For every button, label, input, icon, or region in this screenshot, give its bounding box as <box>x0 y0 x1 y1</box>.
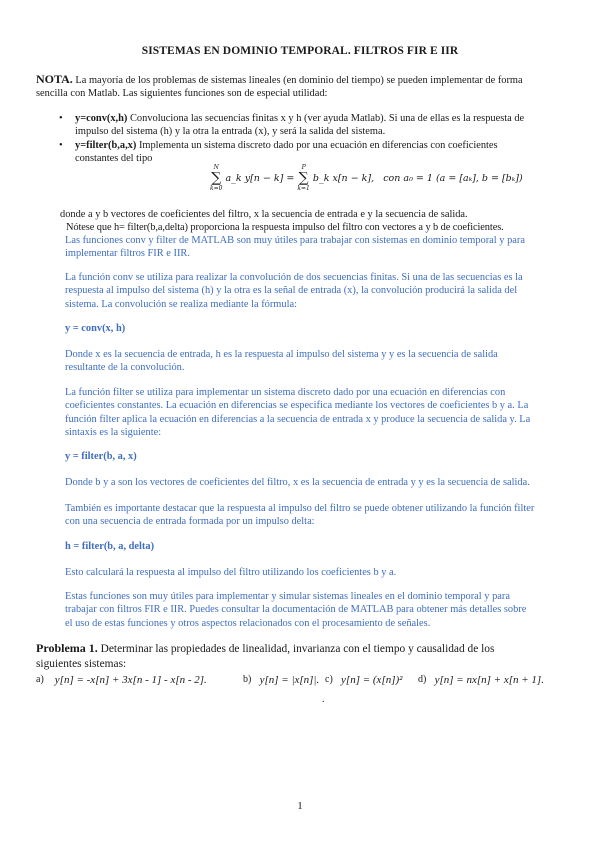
para-1-line-2: implementar filtros FIR e IIR. <box>65 248 190 260</box>
after-formula <box>60 208 590 235</box>
bullet-dot-icon: • <box>59 113 63 124</box>
filter-desc-line-1: Implementa un sistema discreto dado por una ecuación en diferencias con coeficientes <box>138 140 498 151</box>
nota-line-2: sencilla con Matlab. Las siguientes funciones son de especial utilidad: <box>36 88 328 100</box>
blue-para-4 <box>65 386 590 439</box>
para-1-line-1: Las funciones conv y filter de MATLAB son muy útiles para trabajar con sistemas en dominio temporal y para <box>65 235 525 246</box>
nota-label: NOTA. <box>36 72 73 86</box>
system-a-equation: y[n] = -x[n] + 3x[n - 1] - x[n - 2]. <box>54 674 207 686</box>
bullet-filter <box>75 139 585 166</box>
system-a <box>36 674 207 686</box>
system-a-label: a) <box>36 674 44 685</box>
equation-condition: con a₀ = 1 (a = [aₖ], b = [bₖ]) <box>383 173 523 184</box>
problem-label: Problema 1. <box>36 641 98 655</box>
para-2-line-1: La función conv se utiliza para realizar la convolución de dos secuencias finitas. Si una de las secuencias es la <box>65 272 523 283</box>
para-6-line-2: con una secuencia de entrada formada por un impulso delta: <box>65 516 315 528</box>
para-3-line-2: resultante de la convolución. <box>65 362 185 374</box>
para-8-line-3: el uso de estas funciones y otros aspectos relacionados con el procesamiento de señales. <box>65 617 431 629</box>
problem-1 <box>36 641 586 671</box>
bullet-dot-icon: • <box>59 140 63 151</box>
filter-function: y=filter(b,a,x) <box>75 140 137 151</box>
system-c-equation: y[n] = (x[n])² <box>341 674 403 686</box>
blue-para-8 <box>65 590 590 630</box>
para-2-line-2: respuesta al impulso del sistema (h) y la otra es la señal de entrada (x), la convolución producirá la salida del <box>65 285 518 297</box>
conv-function: y=conv(x,h) <box>75 113 128 124</box>
para-4-line-4: sintaxis es la siguiente: <box>65 426 162 438</box>
conv-desc-line-2: impulso del sistema (h) y la otra la entrada (x), y será la salida del sistema. <box>75 126 386 138</box>
stray-dot: . <box>322 694 325 705</box>
para-8-line-2: trabajar con filtros FIR e IIR. Puedes consultar la documentación de MATLAB para obtener más detalles sobre <box>65 604 527 616</box>
system-b-label: b) <box>243 674 252 685</box>
equation-lhs: a_k y[n − k] = <box>225 173 295 184</box>
system-c-label: c) <box>325 674 333 685</box>
system-d-equation: y[n] = nx[n] + x[n + 1]. <box>434 674 544 686</box>
para-2-line-3: sistema. La convolución se realiza mediante la fórmula: <box>65 298 297 310</box>
bullet-conv <box>75 112 585 139</box>
page-title: SISTEMAS EN DOMINIO TEMPORAL. FILTROS FIR E IIR <box>141 45 459 57</box>
para-3-line-1: Donde x es la secuencia de entrada, h es la respuesta al impulso del sistema y y es la secuencia de salida <box>65 349 498 360</box>
nota-paragraph <box>36 73 576 101</box>
after-formula-line-1: donde a y b vectores de coeficientes del filtro, x la secuencia de entrada e y la secuencia de salida. <box>60 209 468 220</box>
blue-explanation <box>65 234 590 261</box>
system-b <box>243 674 319 686</box>
para-4-line-2: coeficientes constantes. La ecuación en diferencias se especifica mediante los vectores de coeficientes b y a. La <box>65 400 529 412</box>
code-filter-delta: h = filter(b, a, delta) <box>65 541 155 552</box>
code-filter: y = filter(b, a, x) <box>65 451 137 462</box>
page-number: 1 <box>297 800 303 812</box>
system-d <box>418 674 544 686</box>
system-b-equation: y[n] = |x[n]|. <box>259 674 320 686</box>
conv-desc-line-1: Convoluciona las secuencias finitas x y h (ver ayuda Matlab). Si una de ellas es la respuesta de <box>130 113 525 124</box>
system-c <box>325 674 402 686</box>
para-4-line-3: función filter aplica la ecuación en diferencias a la secuencia de entrada x y produce la secuencia de salida y. La <box>65 413 531 425</box>
difference-equation <box>210 164 523 193</box>
code-conv: y = conv(x, h) <box>65 323 126 334</box>
problem-line-2: siguientes sistemas: <box>36 657 127 670</box>
system-d-label: d) <box>418 674 427 685</box>
equation-rhs: b_k x[n − k], <box>312 173 375 184</box>
blue-para-2 <box>65 271 590 311</box>
after-formula-line-2: Nótese que h= filter(b,a,delta) proporciona la respuesta impulso del filtro con vectores a y b de coeficientes. <box>66 222 504 234</box>
problem-line-1: Determinar las propiedades de linealidad, invarianza con el tiempo y causalidad de los <box>100 643 495 655</box>
para-8-line-1: Estas funciones son muy útiles para implementar y simular sistemas lineales en el dominio temporal y para <box>65 591 510 602</box>
para-4-line-1: La función filter se utiliza para implementar un sistema discreto dado por una ecuación en diferencias con <box>65 387 506 398</box>
blue-para-3 <box>65 348 590 375</box>
blue-para-6 <box>65 502 590 529</box>
filter-desc-line-2: constantes del tipo <box>75 153 153 165</box>
sum-symbol-2: P ∑ k=1 <box>297 164 310 192</box>
blue-para-5: Donde b y a son los vectores de coeficientes del filtro, x es la secuencia de entrada y y es la secuencia de salida. <box>65 477 530 488</box>
para-6-line-1: También es importante destacar que la respuesta al impulso del filtro se puede obtener utilizando la función filter <box>65 503 535 514</box>
blue-para-7: Esto calculará la respuesta al impulso del filtro utilizando los coeficientes b y a. <box>65 567 397 578</box>
sum-symbol-1: N ∑ k=0 <box>210 164 223 192</box>
nota-line-1: La mayoría de los problemas de sistemas lineales (en dominio del tiempo) se pueden implementar de forma <box>75 75 523 86</box>
